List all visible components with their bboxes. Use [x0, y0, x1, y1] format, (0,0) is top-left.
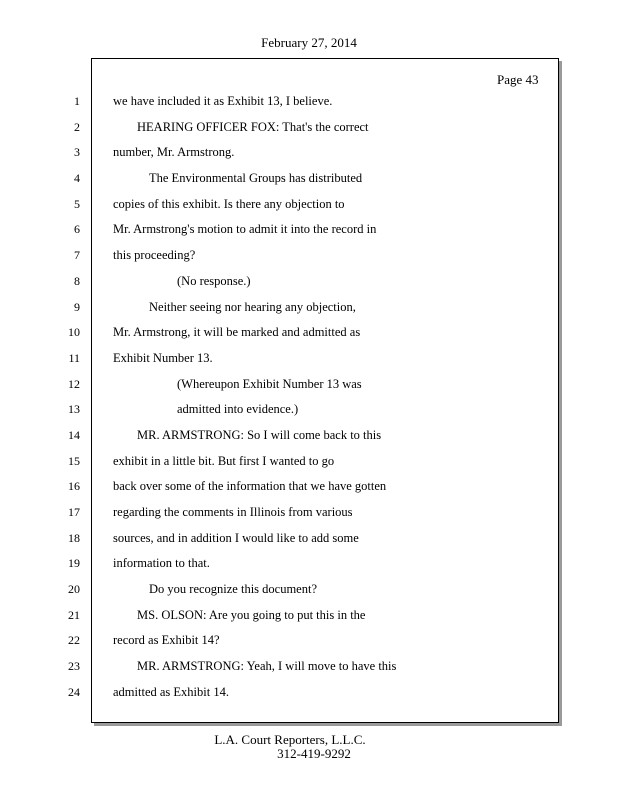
transcript-line	[0, 500, 618, 526]
transcript-line	[0, 346, 618, 372]
line-text: Mr. Armstrong's motion to admit it into the record in	[113, 222, 377, 237]
line-text: this proceeding?	[113, 248, 196, 263]
transcript-line	[0, 217, 618, 243]
transcript-line	[0, 654, 618, 680]
transcript-line	[0, 680, 618, 706]
transcript-line	[0, 577, 618, 603]
line-text: admitted into evidence.)	[177, 402, 299, 417]
transcript-line	[0, 166, 618, 192]
line-number: 24	[68, 684, 80, 699]
line-text: information to that.	[113, 556, 210, 571]
line-text: copies of this exhibit. Is there any objection to	[113, 196, 345, 211]
line-text: Neither seeing nor hearing any objection,	[149, 299, 356, 314]
page-number: Page 43	[497, 72, 539, 87]
line-text: Do you recognize this document?	[149, 582, 318, 597]
transcript-line	[0, 320, 618, 346]
line-text: Mr. Armstrong, it will be marked and admitted as	[113, 325, 361, 340]
line-number: 11	[68, 350, 80, 365]
header-date: February 27, 2014	[261, 35, 357, 50]
line-text: MR. ARMSTRONG: Yeah, I will move to have this	[137, 659, 397, 674]
line-text: exhibit in a little bit. But first I wanted to go	[113, 453, 335, 468]
transcript-line	[0, 140, 618, 166]
line-number: 4	[74, 171, 80, 186]
line-text: admitted as Exhibit 14.	[113, 684, 229, 699]
line-text: MR. ARMSTRONG: So I will come back to this	[137, 427, 382, 442]
line-text: Exhibit Number 13.	[113, 350, 213, 365]
transcript-line	[0, 526, 618, 552]
line-text: number, Mr. Armstrong.	[113, 145, 235, 160]
line-number: 18	[68, 530, 80, 545]
line-number: 15	[68, 453, 80, 468]
line-text: (Whereupon Exhibit Number 13 was	[177, 376, 362, 391]
transcript-body	[0, 89, 618, 706]
line-text: MS. OLSON: Are you going to put this in the	[137, 607, 366, 622]
line-number: 19	[68, 556, 80, 571]
line-number: 17	[68, 505, 80, 519]
transcript-line	[0, 372, 618, 398]
line-number: 2	[74, 119, 80, 134]
transcript-line	[0, 423, 618, 449]
line-number: 14	[68, 427, 80, 442]
line-number: 13	[68, 402, 80, 417]
transcript-line	[0, 295, 618, 321]
line-number: 6	[74, 222, 80, 237]
line-number: 1	[74, 94, 80, 108]
line-text: back over some of the information that we have gotten	[113, 479, 387, 494]
transcript-line	[0, 551, 618, 577]
footer-phone: 312-419-9292	[277, 746, 351, 761]
footer-company: L.A. Court Reporters, L.L.C.	[214, 732, 366, 747]
transcript-line	[0, 269, 618, 295]
transcript-line	[0, 89, 618, 115]
line-number: 9	[74, 299, 80, 314]
line-text: sources, and in addition I would like to add some	[113, 530, 359, 545]
line-number: 23	[68, 659, 80, 674]
line-number: 12	[68, 376, 80, 391]
line-number: 5	[74, 196, 80, 211]
line-number: 21	[68, 607, 80, 622]
line-number: 20	[68, 582, 80, 597]
line-number: 10	[68, 325, 80, 340]
line-text: The Environmental Groups has distributed	[149, 171, 363, 186]
transcript-line	[0, 192, 618, 218]
transcript-line	[0, 449, 618, 475]
line-number: 22	[68, 633, 80, 648]
line-number: 8	[74, 273, 80, 288]
line-number: 7	[74, 248, 80, 263]
transcript-line	[0, 115, 618, 141]
line-text: record as Exhibit 14?	[113, 633, 220, 648]
transcript-line	[0, 397, 618, 423]
line-number: 16	[68, 479, 80, 494]
line-text: we have included it as Exhibit 13, I believe.	[113, 94, 333, 108]
line-number: 3	[74, 145, 80, 160]
line-text: regarding the comments in Illinois from various	[113, 505, 353, 519]
transcript-line	[0, 474, 618, 500]
transcript-line	[0, 628, 618, 654]
line-text: HEARING OFFICER FOX: That's the correct	[137, 119, 369, 134]
transcript-line	[0, 603, 618, 629]
line-text: (No response.)	[177, 273, 251, 288]
transcript-line	[0, 243, 618, 269]
